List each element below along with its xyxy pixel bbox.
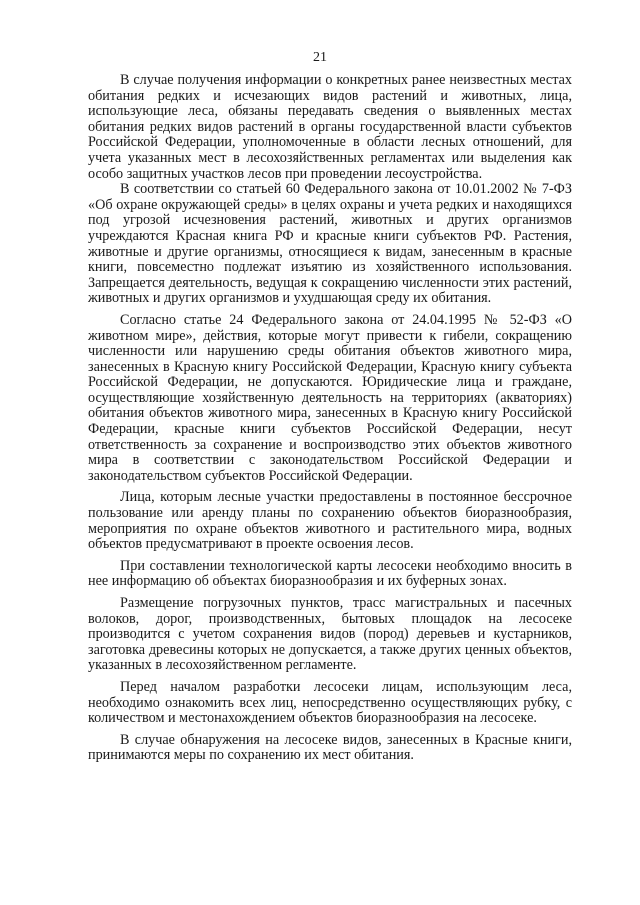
paragraph-loading-points: Размещение погрузочных пунктов, трасс магистральных и пасечных волоков, дорог, производственных, бытовых площадок на лесосеке производится с учетом сохранения видов (пород) деревьев и кустарников, заготовка древесины которых не допускается, а также других ценных объектов, указанных в лесохозяйственном регламенте. xyxy=(88,595,572,674)
paragraph-red-book-measures: В случае обнаружения на лесосеке видов, занесенных в Красные книги, принимаются меры по сохранению их мест обитания. xyxy=(88,731,572,764)
paragraph-rare-species-info: В случае получения информации о конкретных ранее неизвестных местах обитания редких и исчезающих видов растений и животных, лица, использующие леса, обязаны передавать сведения о выявленных местах обитания редких видов растений в органы государственной власти субъектов Российской Федерации, уполномоченные в области лесных отношений, для учета указанных мест в лесохозяйственных регламентах или выделения как особо защитных участков лесов при проведении лесоустройства. xyxy=(88,72,572,182)
paragraph-familiarization: Перед началом разработки лесосеки лицам, использующим леса, необходимо ознакомить всех лиц, непосредственно осуществляющих рубку, с количеством и местонахождением объектов биоразнообразия на лесосеке. xyxy=(88,678,572,727)
paragraph-permanent-use: Лица, которым лесные участки предоставлены в постоянное бессрочное пользование или аренду планы по сохранению объектов биоразнообразия, мероприятия по охране объектов животного и растительного мира, водных объектов предусматривают в проекте освоения лесов. xyxy=(88,489,572,553)
paragraph-animal-world-law: Согласно статье 24 Федерального закона от 24.04.1995 № 52-ФЗ «О животном мире», действия, которые могут привести к гибели, сокращению численности или нарушению среды обитания объектов животного мира, занесенных в Красную книгу Российской Федерации, Красную книгу субъекта Российской Федерации, не допускаются. Юридические лица и граждане, осуществляющие хозяйственную деятельность на территориях (акваториях) обитания объектов животного мира, занесенных в Красную книгу Российской Федерации, красные книги субъектов Российской Федерации, несут ответственность за сохранение и воспроизводство этих объектов животного мира в соответствии с законодательством Российской Федерации и законодательством субъектов Российской Федерации. xyxy=(88,311,572,484)
paragraph-environmental-protection-law: В соответствии со статьей 60 Федерального закона от 10.01.2002 № 7-ФЗ «Об охране окружающей среды» в целях охраны и учета редких и находящихся под угрозой исчезновения растений, животных и других организмов учреждаются Красная книга РФ и красные книги субъектов РФ. Растения, животные и другие организмы, относящиеся к видам, занесенным в красные книги, повсеместно подлежат изъятию из хозяйственного использования. Запрещается деятельность, ведущая к сокращению численности этих растений, животных и других организмов и ухудшающая среду их обитания. xyxy=(88,181,572,307)
document-body xyxy=(88,73,572,770)
page-number: 21 xyxy=(313,50,327,65)
paragraph-technological-map: При составлении технологической карты лесосеки необходимо вносить в нее информацию об объектах биоразнообразия и их буферных зонах. xyxy=(88,557,572,590)
